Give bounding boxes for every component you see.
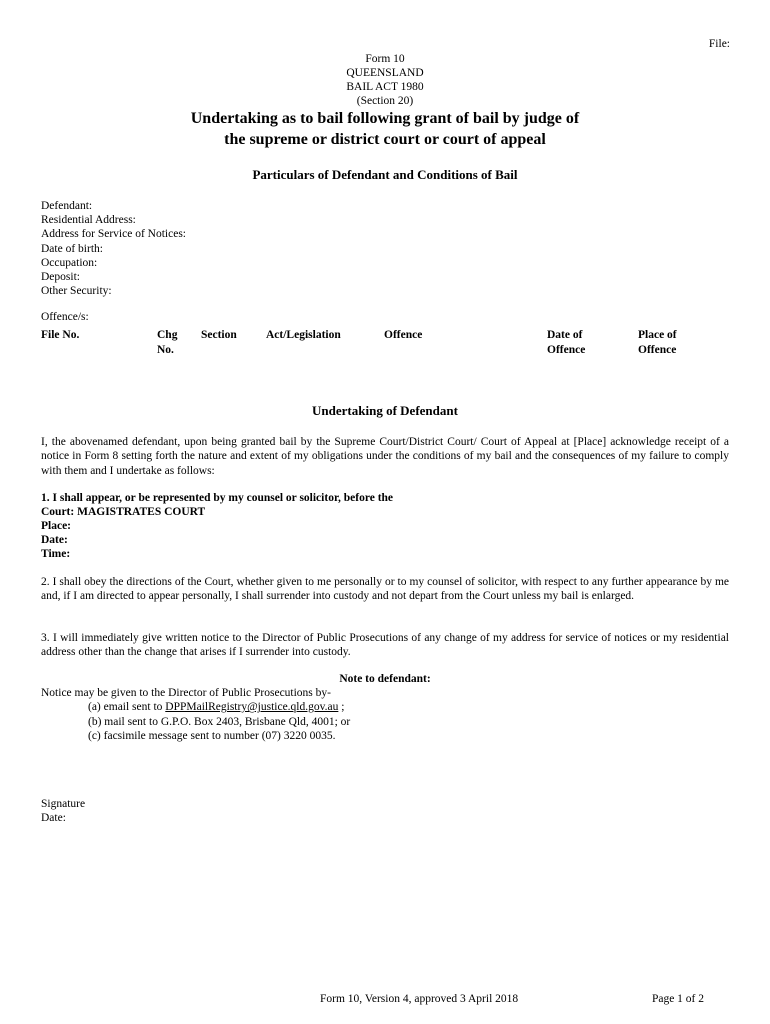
occupation-field: Occupation: bbox=[41, 256, 98, 269]
defendant-fields bbox=[41, 199, 186, 298]
service-address-field: Address for Service of Notices: bbox=[41, 228, 186, 241]
col-date-line-2: Offence bbox=[547, 343, 586, 356]
form-title-line-2: the supreme or district court or court of appeal bbox=[224, 131, 546, 148]
act-name: BAIL ACT 1980 bbox=[346, 81, 424, 93]
notice-email-suffix: ; bbox=[338, 701, 345, 714]
col-place-of-offence bbox=[638, 328, 677, 357]
footer-page-number: Page 1 of 2 bbox=[651, 993, 704, 1005]
appearance-heading: 1. I shall appear, or be represented by my counsel or solicitor, before the bbox=[41, 492, 394, 504]
appearance-date: Date: bbox=[41, 534, 68, 546]
signature-block bbox=[41, 797, 85, 826]
col-date-line-1: Date of bbox=[547, 329, 583, 341]
defendant-field: Defendant: bbox=[41, 200, 93, 212]
col-file-no: File No. bbox=[41, 329, 80, 341]
footer-version: Form 10, Version 4, approved 3 April 2018 bbox=[320, 993, 519, 1005]
col-place-line-2: Offence bbox=[638, 343, 677, 356]
appearance-court: Court: MAGISTRATES COURT bbox=[41, 506, 206, 518]
col-offence: Offence bbox=[384, 329, 423, 341]
other-security-field: Other Security: bbox=[41, 285, 112, 298]
obey-directions-item: 2. I shall obey the directions of the Court, whether given to me personally or to my counsel of solicitor, with respect to any further appearance by me and, if I am directed to appear personally, I shall surrender into custody and not depart from the Court unless my bail is enlarged. bbox=[41, 576, 729, 603]
notice-option-mail: (b) mail sent to G.P.O. Box 2403, Brisbane Qld, 4001; or bbox=[88, 715, 351, 728]
form-number: Form 10 bbox=[365, 53, 405, 65]
residential-address-field: Residential Address: bbox=[41, 214, 136, 227]
particulars-heading: Particulars of Defendant and Conditions of Bail bbox=[252, 167, 518, 182]
form-title-line-1: Undertaking as to bail following grant of bail by judge of bbox=[190, 110, 580, 127]
col-section: Section bbox=[201, 329, 237, 341]
section-ref: (Section 20) bbox=[356, 95, 414, 107]
undertaking-heading: Undertaking of Defendant bbox=[312, 403, 458, 418]
signature-label: Signature bbox=[41, 798, 86, 810]
undertaking-intro: I, the abovenamed defendant, upon being granted bail by the Supreme Court/District Court/ Court of Appeal at [Place] acknowledge receipt of a notice in Form 8 setting forth the nature and extent of my obligations under the conditions of my bail and the consequences of my failure to comply with them and I undertake as follows: bbox=[41, 436, 729, 477]
notice-option-fax: (c) facsimile message sent to number (07) 3220 0035. bbox=[88, 729, 336, 742]
col-chg-no bbox=[157, 328, 177, 357]
signature-date-label: Date: bbox=[41, 812, 66, 825]
appearance-time: Time: bbox=[41, 548, 71, 560]
appearance-item bbox=[41, 491, 729, 561]
notice-option-email bbox=[41, 700, 350, 714]
notice-email-prefix: (a) email sent to bbox=[88, 701, 166, 714]
col-date-of-offence bbox=[547, 328, 585, 357]
col-place-line-1: Place of bbox=[638, 329, 677, 341]
appearance-place: Place: bbox=[41, 520, 72, 532]
date-of-birth-field: Date of birth: bbox=[41, 242, 103, 255]
offences-label: Offence/s: bbox=[41, 311, 89, 323]
col-chg-line-2: No. bbox=[157, 343, 174, 356]
note-heading: Note to defendant: bbox=[339, 673, 431, 685]
notify-address-item: 3. I will immediately give written notice to the Director of Public Prosecutions of any change of my address for service of notices or my residential address other than the change that arises if I surrender into custody. bbox=[41, 632, 729, 659]
notice-intro: Notice may be given to the Director of Public Prosecutions by- bbox=[41, 687, 331, 699]
file-label: File: bbox=[708, 38, 730, 50]
col-act: Act/Legislation bbox=[266, 329, 341, 341]
state-name: QUEENSLAND bbox=[346, 67, 424, 79]
deposit-field: Deposit: bbox=[41, 271, 80, 284]
dpp-email-link[interactable]: DPPMailRegistry@justice.qld.gov.au bbox=[165, 701, 339, 714]
notice-block bbox=[41, 686, 350, 743]
col-chg-line-1: Chg bbox=[157, 329, 178, 341]
